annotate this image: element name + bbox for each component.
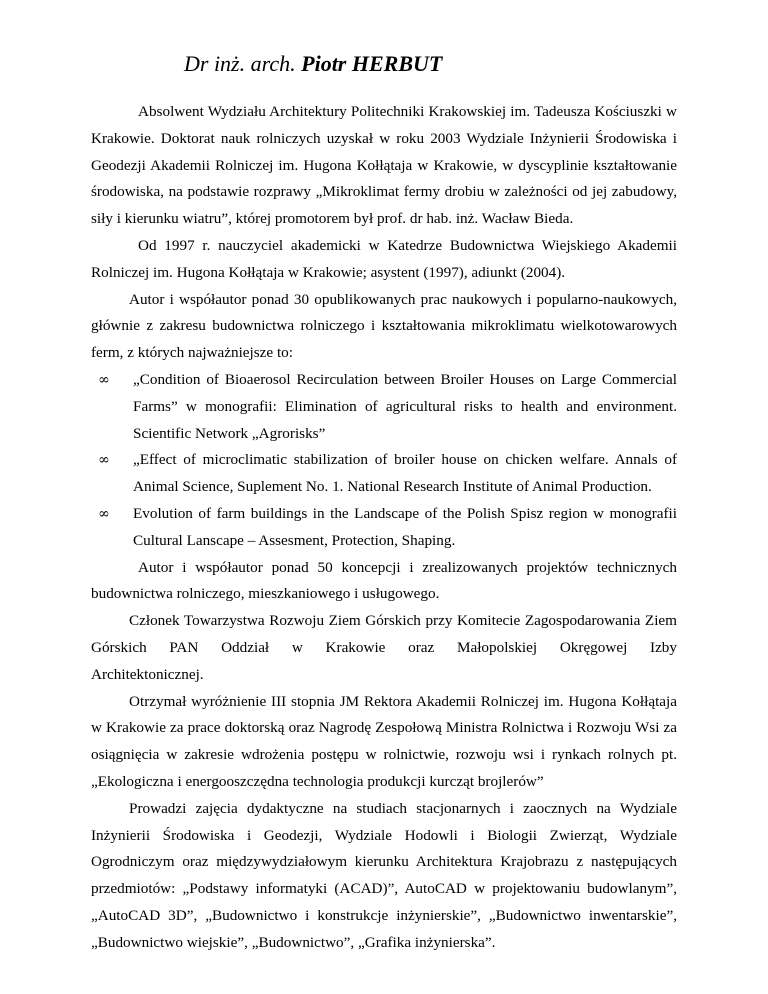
publication-list [91, 367, 677, 555]
infinity-bullet-icon: ∞ [98, 505, 110, 522]
title-name: Piotr HERBUT [301, 51, 443, 76]
paragraph-education: Absolwent Wydziału Architektury Politechniki Krakowskiej im. Tadeusza Kościuszki w Krakowie. Doktorat nauk rolniczych uzyskał w roku 2003 Wydziale Inżynierii Środowiska i Geodezji Akademii Rolniczej im. Hugona Kołłątaja w Krakowie, w dyscyplinie kształtowanie środowiska, na podstawie rozprawy „Mikroklimat fermy drobiu w zależności od jej zabudowy, siły i kierunku wiatru”, której promotorem był prof. dr hab. inż. Wacław Bieda. [91, 103, 677, 228]
paragraph-employment: Od 1997 r. nauczyciel akademicki w Katedrze Budownictwa Wiejskiego Akademii Rolniczej im. Hugona Kołłątaja w Krakowie; asystent (1997), adiunkt (2004). [91, 236, 677, 281]
page-title [184, 50, 442, 78]
paragraph-projects: Autor i współautor ponad 50 koncepcji i zrealizowanych projektów technicznych budownictwa rolniczego, mieszkaniowego i usługowego. [91, 558, 677, 603]
publication-text: „Effect of microclimatic stabilization of broiler house on chicken welfare. Annals of Animal Science, Suplement No. 1. National Research Institute of Animal Production. [133, 451, 677, 496]
publication-text: „Condition of Bioaerosol Recirculation between Broiler Houses on Large Commercial Farms” w monografii: Elimination of agricultural risks to health and environment. Scientific Network „Agrorisks” [133, 370, 677, 442]
title-prefix: Dr inż. arch. [184, 51, 296, 76]
paragraph-memberships: Członek Towarzystwa Rozwoju Ziem Górskich przy Komitecie Zagospodarowania Ziem Górskich PAN Oddział w Krakowie oraz Małopolskiej Okręgowej Izby [91, 612, 677, 656]
list-item [98, 447, 677, 501]
list-item [98, 367, 677, 447]
paragraph-publications-intro: Autor i współautor ponad 30 opublikowanych prac naukowych i popularno-naukowych, głównie z zakresu budownictwa rolniczego i kształtowania mikroklimatu wielkotowarowych ferm, z których najważniejsze to: [91, 290, 677, 362]
infinity-bullet-icon: ∞ [98, 452, 110, 469]
paragraph-awards: Otrzymał wyróżnienie III stopnia JM Rektora Akademii Rolniczej im. Hugona Kołłątaja w Krakowie za prace doktorską oraz Nagrodę Zespołową Ministra Rolnictwa i Rozwoju Wsi za osiągnięcia w zakresie wdrożenia postępu w rolnictwie, rozwoju wsi i rynkach rolnych pt. „Ekologiczna i energooszczędna technologia produkcji kurcząt brojlerów” [91, 692, 677, 790]
bio-body [91, 99, 677, 957]
paragraph-memberships-end: Architektonicznej. [91, 665, 204, 683]
paragraph-teaching: Prowadzi zajęcia dydaktyczne na studiach stacjonarnych i zaocznych na Wydziale Inżynierii Środowiska i Geodezji, Wydziale Hodowli i Biologii Zwierząt, Wydziale Ogrodniczym oraz międzywydziałowym kierunku Architektura Krajobrazu z następujących przedmiotów: „Podstawy informatyki (ACAD)”, AutoCAD w projektowaniu budowlanym”, „AutoCAD 3D”, „Budownictwo i konstrukcje inżynierskie”, „Budownictwo inwentarskie”, „Budownictwo wiejskie”, „Budownictwo”, „Grafika inżynierska”. [91, 799, 677, 951]
list-item [98, 501, 677, 555]
infinity-bullet-icon: ∞ [98, 371, 110, 388]
publication-text: Evolution of farm buildings in the Landscape of the Polish Spisz region w monografii Cultural Lanscape – Assesment, Protection, Shaping. [133, 504, 677, 549]
